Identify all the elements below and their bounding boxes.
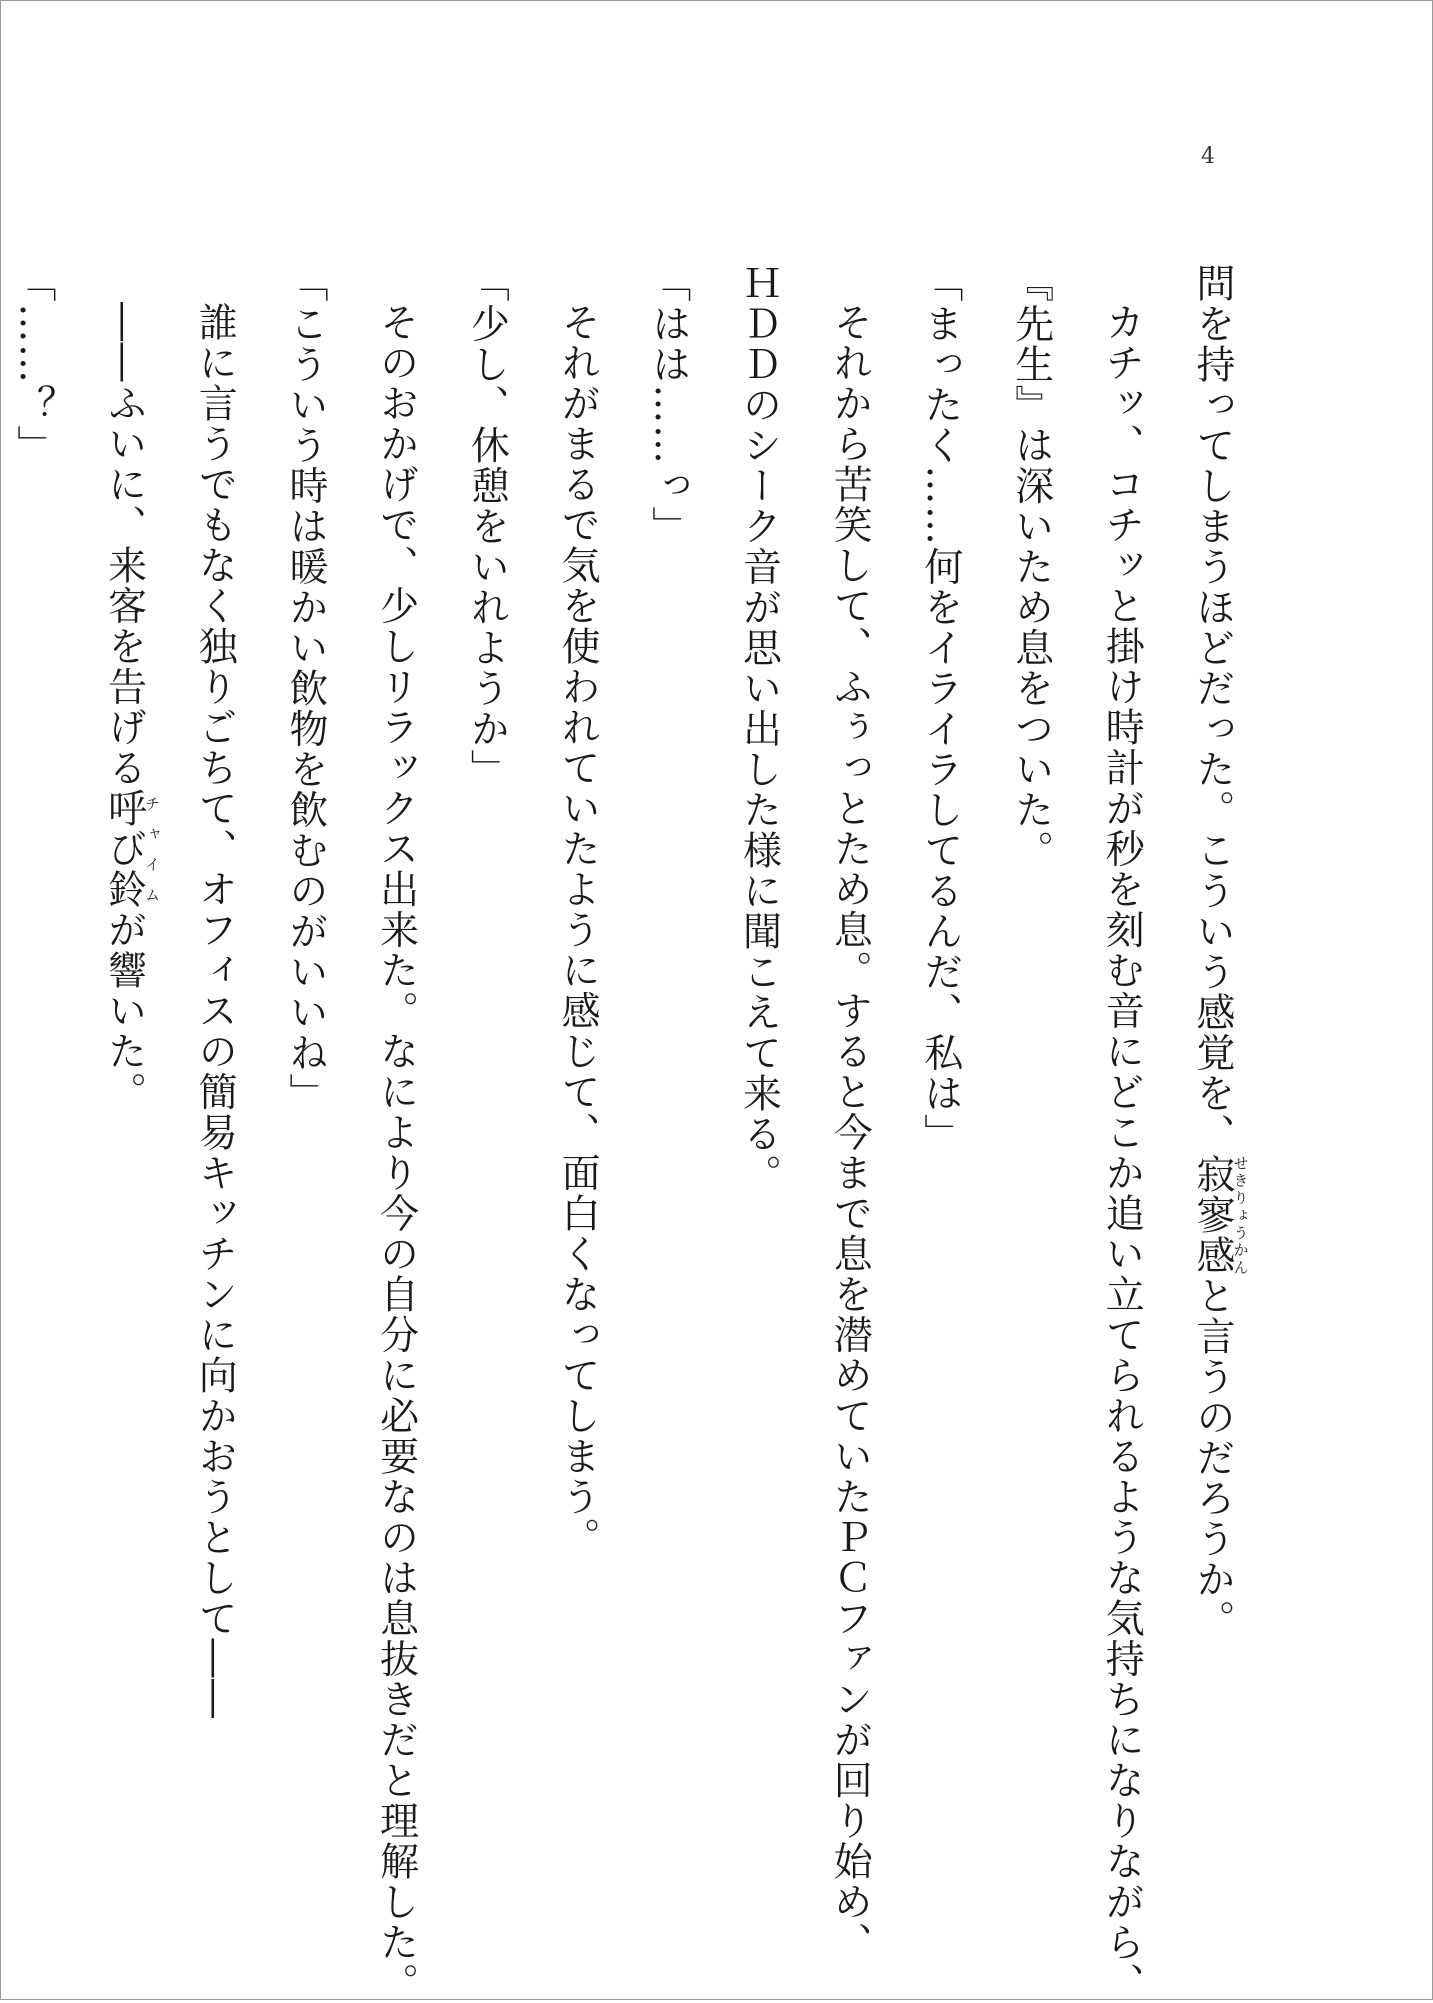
text-segment: 『先生』は深いため息をついた。: [1008, 263, 1054, 871]
text-line: [622, 263, 713, 1873]
ruby-base: 呼び鈴: [101, 788, 147, 910]
text-line: [1076, 263, 1167, 2003]
text-segment: 「少し、休憩をいれようか」: [464, 263, 510, 790]
text-line: [0, 263, 78, 1873]
text-segment: が響いた。: [101, 909, 147, 1112]
furigana-word: [1190, 1154, 1250, 1276]
ruby-base: 寂寥感: [1190, 1154, 1235, 1276]
text-segment: 問を持ってしまうほどだった。こういう感覚を、: [1190, 263, 1235, 1154]
text-segment: 「はは……っ」: [645, 263, 691, 547]
text-line: [894, 263, 985, 1873]
text-line: [985, 263, 1076, 1873]
text-segment: そのおかげで、少しリラックス出来た。なにより今の自分に必要なのは息抜きだと理解した。: [373, 302, 419, 2003]
text-line: [713, 263, 804, 1873]
text-line: [350, 263, 441, 2003]
furigana-word: [101, 788, 162, 910]
text-segment: ＨＤＤのシーク音が思い出した様に聞こえて来る。: [736, 263, 782, 1195]
text-line: [259, 263, 350, 1873]
text-segment: 誰に言うでもなく独りごちて、オフィスの簡易キッチンに向かおうとして――: [192, 302, 238, 1720]
text-line: [1166, 263, 1257, 1873]
vertical-body-text: [10, 263, 1257, 2003]
ruby-reading: チャイム: [143, 788, 162, 910]
text-line: [169, 263, 260, 1873]
page-number: 4: [1201, 144, 1215, 169]
text-segment: 「こういう時は暖かい飲物を飲むのがいいね」: [282, 263, 328, 1114]
text-line: [803, 263, 894, 1963]
text-segment: それがまるで気を使われていたように感じて、面白くなってしまう。: [555, 302, 601, 1558]
text-segment: と言うのだろうか。: [1190, 1275, 1235, 1640]
text-line: [531, 263, 622, 1873]
text-segment: それから苦笑して、ふぅっとため息。すると今まで息を潜めていたＰＣファンが回り始め、: [827, 302, 873, 1963]
text-segment: カチッ、コチッと掛け時計が秒を刻む音にどこか追い立てられるような気持ちになりながら、: [1099, 302, 1145, 2003]
ruby-reading: せきりょうかん: [1231, 1154, 1250, 1276]
text-line: [441, 263, 532, 1873]
text-segment: 「まったく……何をイライラしてるんだ、私は」: [917, 263, 963, 1154]
text-segment: 「……？」: [10, 263, 56, 466]
text-line: [78, 263, 169, 1873]
text-segment: ――ふいに、来客を告げる: [101, 302, 147, 788]
